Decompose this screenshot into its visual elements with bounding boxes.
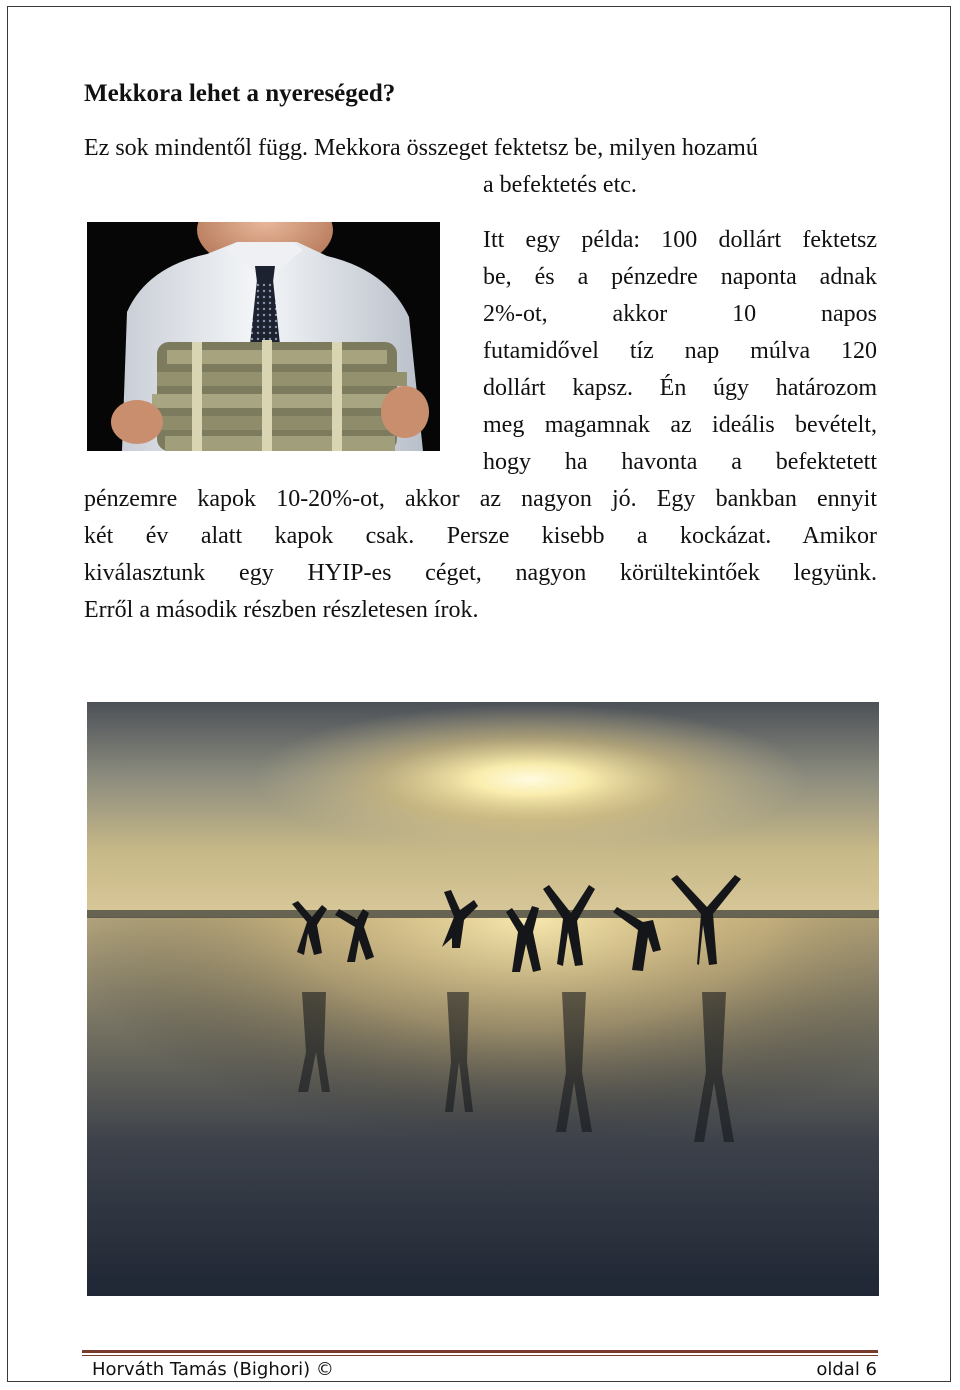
wrap-line-1: Itt egy példa: 100 dollárt fektetsz: [483, 227, 877, 253]
body-line-4: Erről a második részben részletesen írok.: [84, 597, 479, 623]
wrap-line-3: 2%-ot, akkor 10 napos: [483, 301, 877, 327]
wrap-line-4: futamidővel tíz nap múlva 120: [483, 338, 877, 364]
intro-line-2: a befektetés etc.: [483, 172, 637, 198]
wrap-line-5: dollárt kapsz. Én úgy határozom: [483, 375, 877, 401]
body-line-3: kiválasztunk egy HYIP-es céget, nagyon körültekintőek legyünk.: [84, 560, 877, 586]
beach-sunset-jumping-photo: [87, 702, 879, 1296]
body-line-2: két év alatt kapok csak. Persze kisebb a kockázat. Amikor: [84, 523, 877, 549]
businessman-money-photo: [87, 222, 440, 451]
footer-page-number: oldal 6: [816, 1359, 877, 1380]
footer-author: Horváth Tamás (Bighori) ©: [92, 1359, 334, 1380]
footer-rule-thin: [82, 1355, 878, 1356]
wrap-line-2: be, és a pénzedre naponta adnak: [483, 264, 877, 290]
wrap-line-6: meg magamnak az ideális bevételt,: [483, 412, 877, 438]
intro-line-1: Ez sok mindentől függ. Mekkora összeget fektetsz be, milyen hozamú: [84, 135, 758, 161]
footer-rule: [82, 1350, 878, 1353]
body-line-1: pénzemre kapok 10-20%-ot, akkor az nagyon jó. Egy bankban ennyit: [84, 486, 877, 512]
wrap-line-7: hogy ha havonta a befektetett: [483, 449, 877, 475]
page-heading: Mekkora lehet a nyereséged?: [84, 80, 396, 107]
